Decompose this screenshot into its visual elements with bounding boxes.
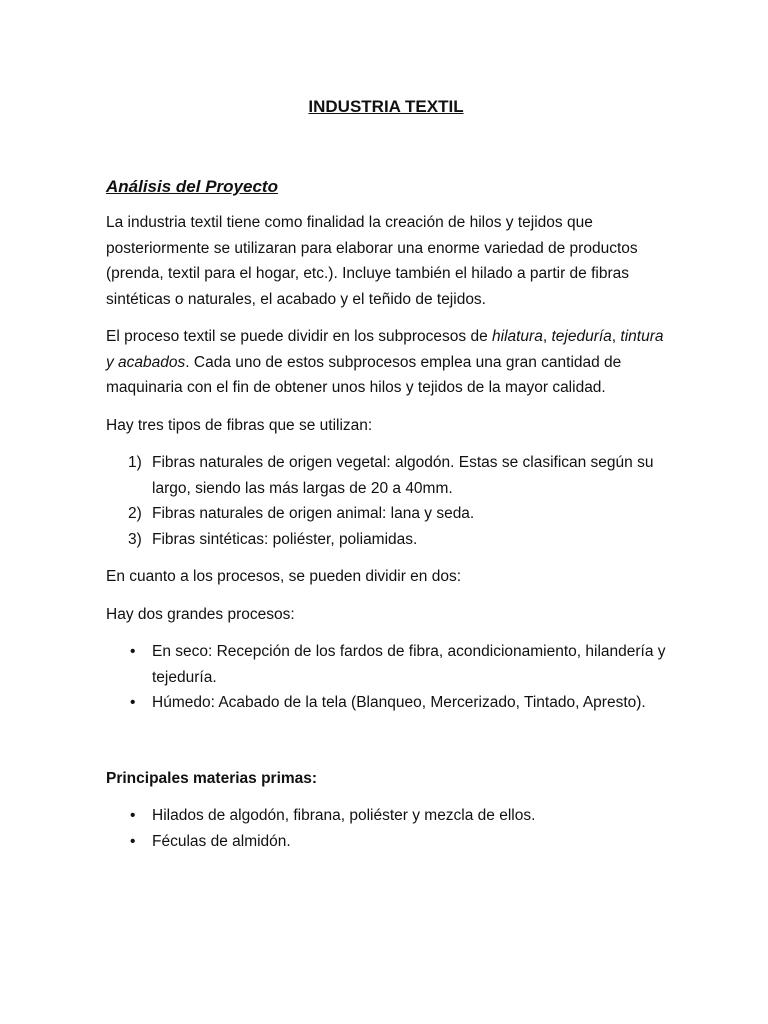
list-item-text: Fibras naturales de origen animal: lana y seda. [152,505,475,522]
section-heading: Análisis del Proyecto [106,177,278,196]
list-item [130,690,666,716]
list-item-text: Fibras naturales de origen vegetal: algodón. Estas se clasifican según su largo, siendo las más largas de 20 a 40mm. [152,454,654,497]
italic-tejeduria: tejeduría [551,328,612,345]
list-item [130,639,666,690]
list-number: 1) [128,454,142,471]
materials-heading: Principales materias primas: [106,769,318,787]
separator: , [611,328,621,345]
list-number: 3) [128,530,142,548]
paragraph-process-text: El proceso textil se puede dividir en los subprocesos de [106,328,492,345]
list-item [130,803,666,829]
document-title: INDUSTRIA TEXTIL [308,97,464,116]
paragraph-process [106,324,666,401]
bullet-icon: • [130,643,136,660]
italic-tintura-acabados: tintura y acabados [106,328,664,371]
paragraph-two-processes: Hay dos grandes procesos: [106,605,295,623]
list-item-text: Hilados de algodón, fibrana, poliéster y mezcla de ellos. [152,807,536,824]
list-item [128,527,666,553]
paragraph-process-text-end: . Cada uno de estos subprocesos emplea una gran cantidad de maquinaria con el fin de obtener unos hilos y tejidos de la mayor calidad. [106,353,622,396]
document-content [106,94,666,854]
list-item [130,829,666,855]
italic-hilatura: hilatura [492,328,543,345]
list-item-text: Fibras sintéticas: poliéster, poliamidas. [152,530,418,548]
bullet-icon: • [130,694,136,711]
bullet-icon: • [130,832,136,850]
materials-list [106,803,666,854]
list-item-text: Húmedo: Acabado de la tela (Blanqueo, Mercerizado, Tintado, Apresto). [152,694,646,711]
paragraph-fiber-types: Hay tres tipos de fibras que se utilizan: [106,416,373,434]
list-item [128,501,666,527]
list-item-text: En seco: Recepción de los fardos de fibra, acondicionamiento, hilandería y tejeduría. [152,643,666,686]
bullet-icon: • [130,807,136,824]
separator: , [542,328,552,345]
list-item [128,450,666,501]
list-number: 2) [128,505,142,522]
fiber-list [106,450,666,552]
list-item-text: Féculas de almidón. [152,832,291,850]
paragraph-intro: La industria textil tiene como finalidad la creación de hilos y tejidos que posteriormente se utilizaran para elaborar una enorme variedad de productos (prenda, textil para el hogar, etc.). Incluye también el hilado a partir de fibras sintéticas o naturales, el acabado y el teñido de tejidos. [106,214,638,308]
paragraph-processes: En cuanto a los procesos, se pueden dividir en dos: [106,568,462,585]
process-list [106,639,666,716]
